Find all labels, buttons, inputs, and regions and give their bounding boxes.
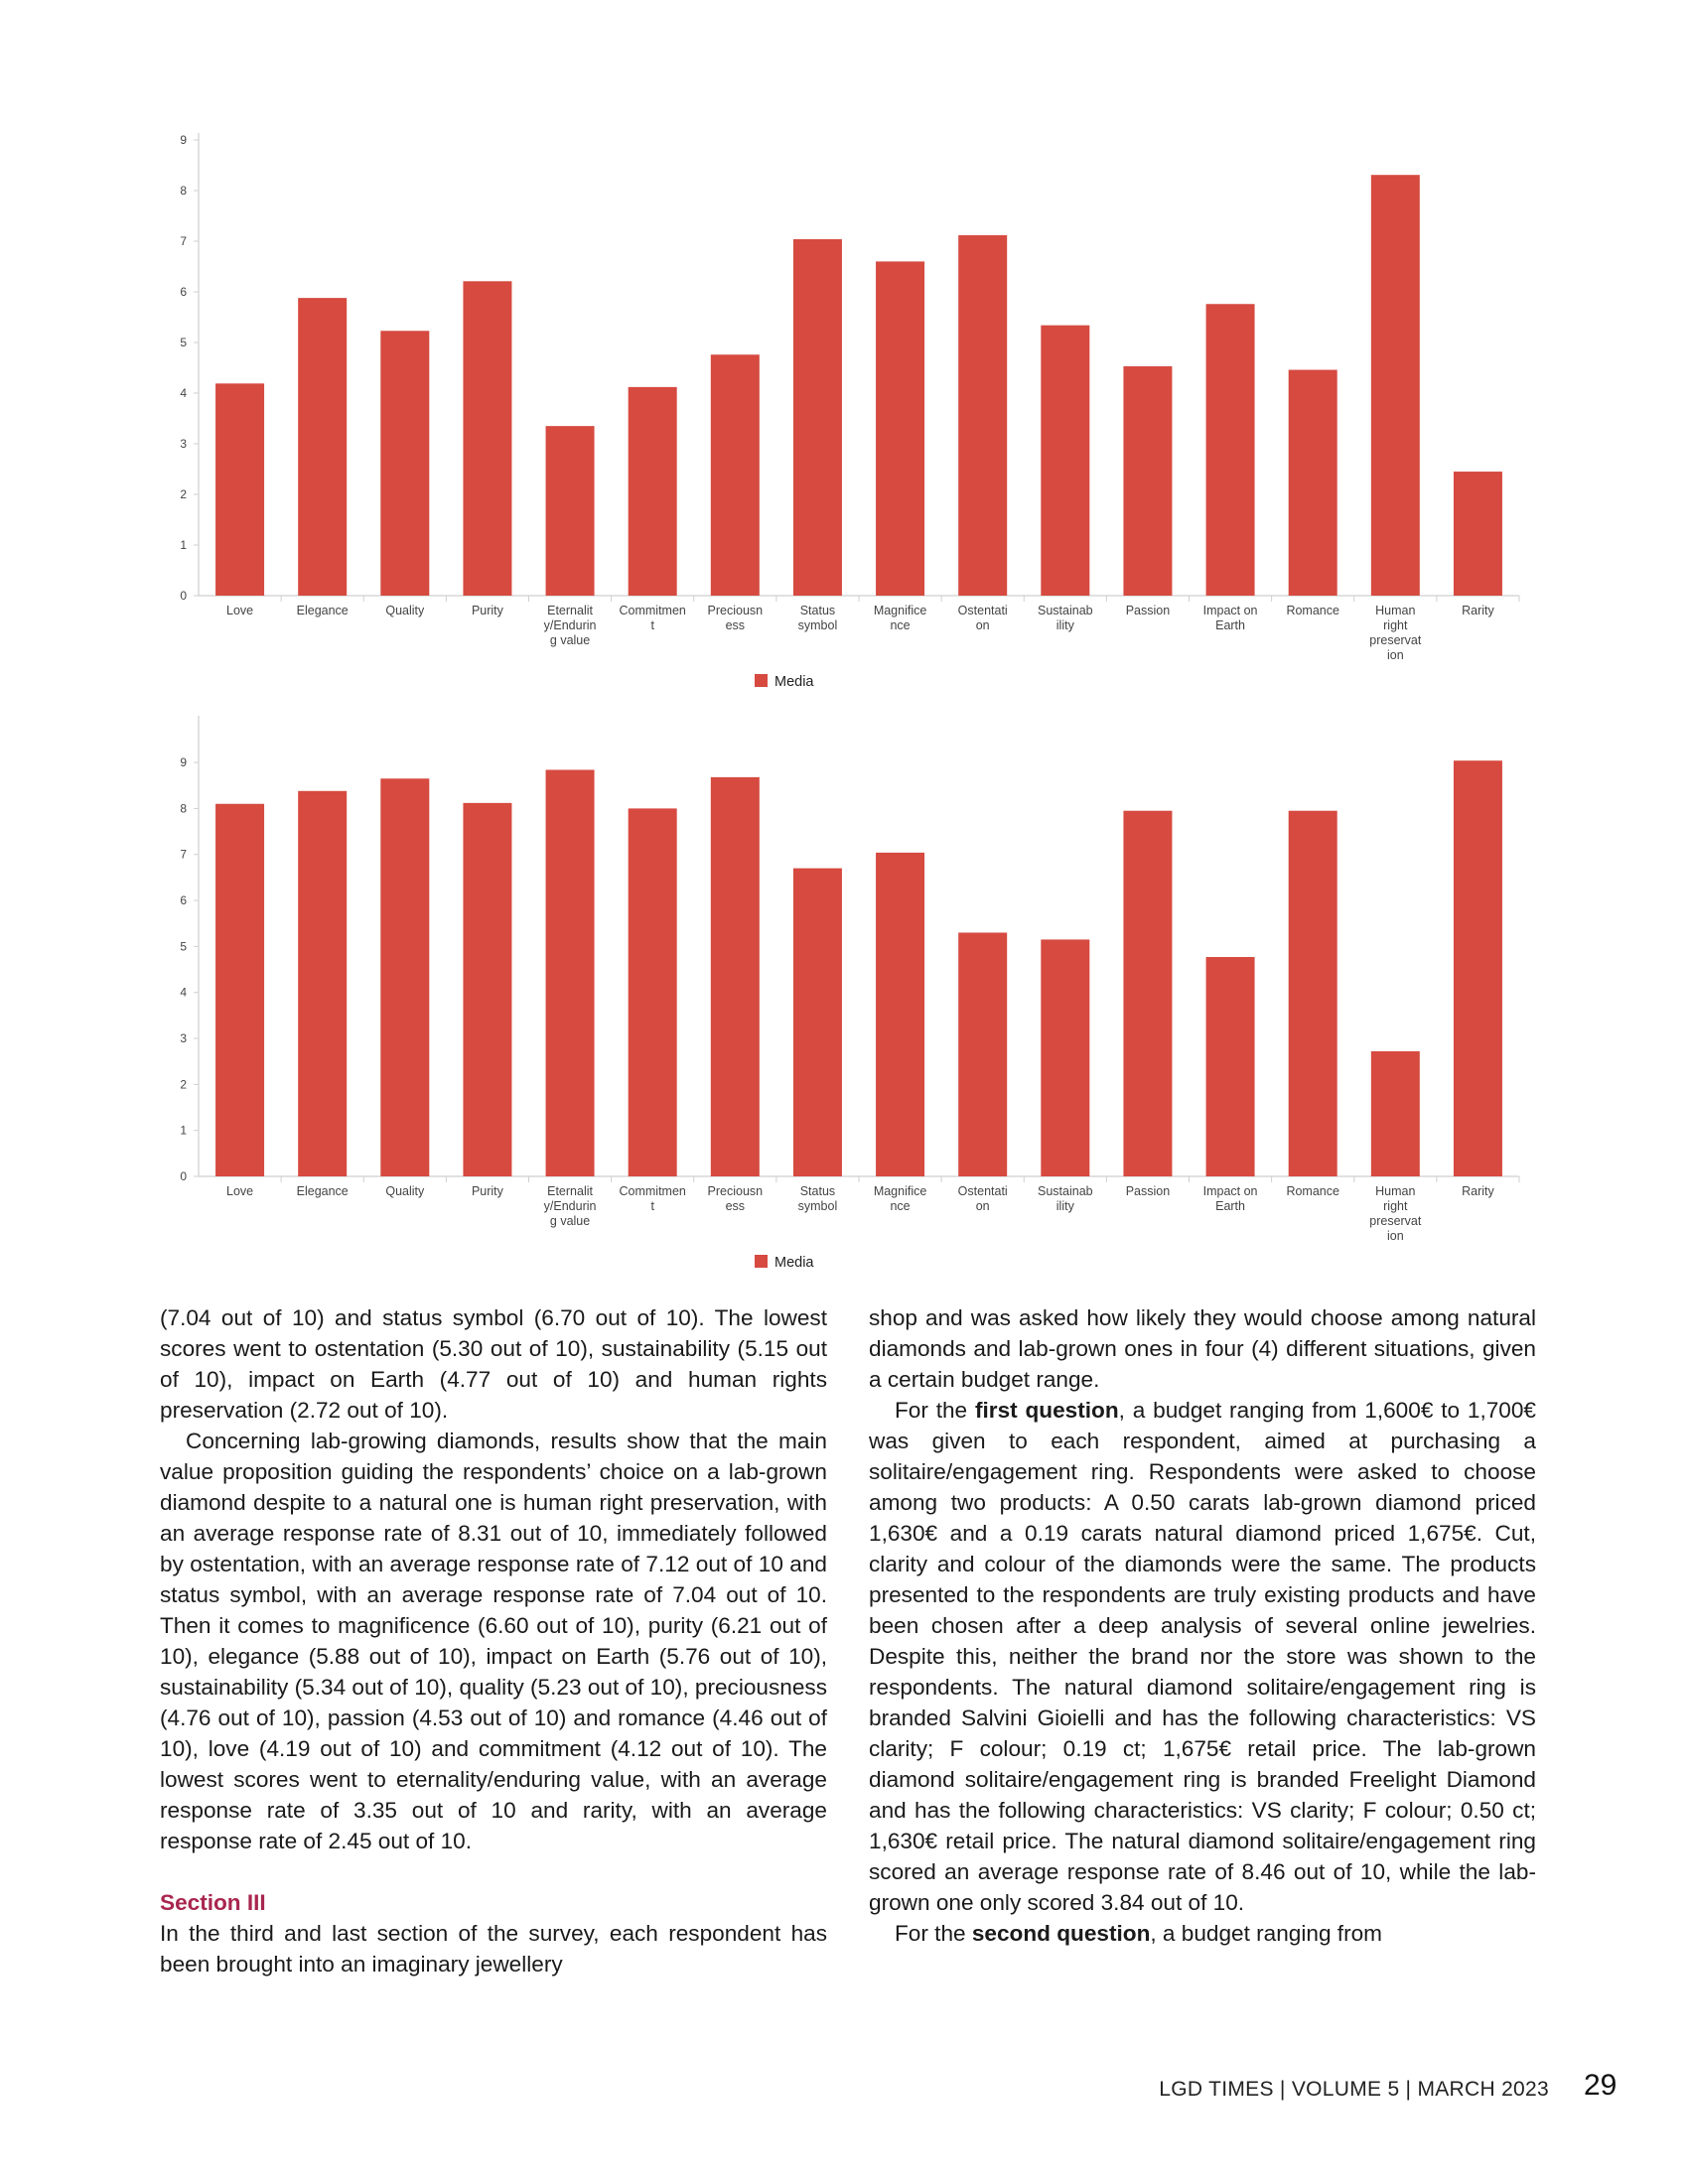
bar	[546, 426, 595, 596]
bar	[1371, 1051, 1420, 1176]
x-tick-label: Passion	[1125, 1184, 1171, 1198]
bar	[1289, 370, 1337, 596]
y-tick-label: 9	[180, 755, 187, 770]
x-tick-label: Love	[226, 1184, 254, 1198]
x-tick-label: Magnifice nce	[873, 1184, 927, 1213]
x-tick-label: Human right preservat ion	[1369, 604, 1422, 662]
text-run: For the	[895, 1921, 972, 1946]
bar	[215, 804, 264, 1176]
y-tick-label: 0	[180, 589, 187, 603]
bar	[1041, 326, 1089, 596]
y-tick-label: 7	[180, 847, 187, 862]
bar	[1123, 811, 1172, 1176]
y-tick-label: 1	[180, 1123, 187, 1138]
y-tick-label: 4	[180, 985, 187, 1000]
y-tick-label: 5	[180, 939, 187, 954]
y-tick-label: 4	[180, 386, 187, 400]
x-tick-label: Elegance	[296, 604, 349, 617]
paragraph: shop and was asked how likely they would choose among natural diamonds and lab-grown ones in four (4) different situations, given a certain budget range.	[869, 1305, 1536, 1392]
bar	[463, 281, 511, 596]
bar	[876, 853, 924, 1176]
paragraph: (7.04 out of 10) and status symbol (6.70 out of 10). The lowest scores went to ostentation (5.30 out of 10), sustainability (5.15 out of 10), impact on Earth (4.77 out of 10) and human rights preservation (2.72 out of 10).	[160, 1305, 827, 1423]
bar	[1041, 939, 1089, 1176]
y-tick-label: 2	[180, 1077, 187, 1092]
x-tick-label: Commitmen t	[619, 1184, 686, 1213]
x-tick-label: Impact on Earth	[1202, 604, 1258, 632]
bar	[380, 331, 429, 596]
bar	[1206, 957, 1255, 1176]
bar	[793, 869, 842, 1176]
legend-label: Media	[774, 674, 814, 690]
x-tick-label: Passion	[1125, 604, 1171, 617]
text-column-left	[160, 1302, 827, 1979]
bar	[1371, 175, 1420, 596]
x-tick-label: Purity	[471, 1184, 503, 1198]
paragraph: In the third and last section of the survey, each respondent has been brought into an imaginary jewellery	[160, 1921, 827, 1977]
bar-chart-top	[159, 119, 1529, 715]
y-tick-label: 6	[180, 285, 187, 299]
text-run: For the	[895, 1398, 975, 1423]
x-tick-label: Magnifice nce	[873, 604, 927, 632]
x-tick-label: Eternalit y/Endurin g value	[543, 1184, 597, 1228]
x-tick-label: Impact on Earth	[1202, 1184, 1258, 1213]
bar	[711, 354, 760, 596]
x-tick-label: Quality	[385, 604, 425, 617]
x-tick-label: Romance	[1286, 1184, 1339, 1198]
y-tick-label: 8	[180, 184, 187, 198]
x-tick-label: Romance	[1286, 604, 1339, 617]
bar	[1454, 472, 1502, 596]
bar	[958, 235, 1007, 596]
x-tick-label: Rarity	[1462, 1184, 1494, 1198]
bar	[1206, 304, 1255, 596]
bar	[711, 777, 760, 1176]
page-number: 29	[1584, 2069, 1618, 2102]
x-tick-label: Purity	[471, 604, 503, 617]
bold-text: first question	[974, 1398, 1119, 1423]
x-tick-label: Ostentati on	[957, 1184, 1008, 1213]
bar	[1289, 811, 1337, 1176]
publication-info: LGD TIMES | VOLUME 5 | MARCH 2023	[1159, 2078, 1549, 2101]
x-tick-label: Human right preservat ion	[1369, 1184, 1422, 1243]
legend-swatch	[755, 674, 768, 687]
paragraph	[869, 1395, 1536, 1918]
y-tick-label: 2	[180, 487, 187, 501]
legend-swatch	[755, 1255, 768, 1268]
x-tick-label: Status symbol	[797, 604, 838, 632]
bold-text: second question	[971, 1921, 1151, 1946]
bar	[298, 791, 347, 1176]
x-tick-label: Status symbol	[797, 1184, 838, 1213]
paragraph	[869, 1918, 1536, 1949]
y-tick-label: 5	[180, 336, 187, 349]
bar	[958, 932, 1007, 1176]
bar	[215, 383, 264, 596]
y-tick-label: 8	[180, 801, 187, 816]
text-run: , a budget ranging from 1,600€ to 1,700€ was given to each respondent, aimed at purchasing a solitaire/engagement ring. Respondents were asked to choose among two products: A 0.50 carats lab-grown diamond priced 1,630€ and a 0.19 carats natural diamond priced 1,675€. Cut, clarity and colour of the diamonds were the same. The products presented to the respondents are truly existing products and have been chosen after a deep analysis of several online jewelries. Despite this, neither the brand nor the store was shown to the respondents. The natural diamond solitaire/engagement ring is branded Salvini Gioielli and has the following characteristics: VS clarity; F colour; 0.19 ct; 1,675€ retail price. The lab-grown diamond solitaire/engagement ring is branded Freelight Diamond and has the following characteristics: VS clarity; F colour; 0.50 ct; 1,630€ retail price. The natural diamond solitaire/engagement ring scored an average response rate of 8.46 out of 10, while the lab- grown one only scored 3.84 out of 10.	[869, 1398, 1536, 1915]
paragraph: Concerning lab-growing diamonds, results show that the main value proposition guiding the respondents’ choice on a lab-grown diamond despite to a natural one is human right preservation, with an average response rate of 8.31 out of 10, immediately followed by ostentation, with an average response rate of 7.12 out of 10 and status symbol, with an average response rate of 7.04 out of 10. Then it comes to magnificence (6.60 out of 10), purity (6.21 out of 10), elegance (5.88 out of 10), impact on Earth (5.76 out of 10), sustainability (5.34 out of 10), quality (5.23 out of 10), preciousness (4.76 out of 10), passion (4.53 out of 10) and romance (4.46 out of 10), love (4.19 out of 10) and commitment (4.12 out of 10). The lowest scores went to eternality/enduring value, with an average response rate of 3.35 out of 10 and rarity, with an average response rate of 2.45 out of 10.	[160, 1429, 827, 1853]
y-tick-label: 6	[180, 893, 187, 908]
x-tick-label: Quality	[385, 1184, 425, 1198]
y-tick-label: 1	[180, 538, 187, 552]
x-tick-label: Rarity	[1462, 604, 1494, 617]
x-tick-label: Elegance	[296, 1184, 349, 1198]
y-tick-label: 3	[180, 437, 187, 451]
bar	[629, 387, 677, 596]
bar	[298, 298, 347, 596]
bar	[1123, 366, 1172, 596]
bar	[380, 778, 429, 1176]
bar	[546, 769, 595, 1176]
y-tick-label: 9	[180, 133, 187, 147]
chart-bottom	[159, 700, 1529, 1296]
x-tick-label: Commitmen t	[619, 604, 686, 632]
text-column-right	[869, 1302, 1536, 1949]
bar	[1454, 760, 1502, 1176]
legend-label: Media	[774, 1255, 814, 1271]
y-tick-label: 0	[180, 1169, 187, 1183]
section-heading: Section III	[160, 1890, 266, 1915]
bar	[463, 803, 511, 1176]
footer	[1053, 2068, 1549, 2108]
x-tick-label: Love	[226, 604, 254, 617]
x-tick-label: Ostentati on	[957, 604, 1008, 632]
text-run: , a budget ranging from	[1150, 1921, 1382, 1946]
x-tick-label: Sustainab ility	[1038, 1184, 1093, 1213]
x-tick-label: Eternalit y/Endurin g value	[543, 604, 597, 647]
bar	[876, 261, 924, 596]
x-tick-label: Preciousn ess	[707, 1184, 764, 1213]
bar	[629, 808, 677, 1176]
bar-chart-bottom	[159, 700, 1529, 1296]
x-tick-label: Sustainab ility	[1038, 604, 1093, 632]
chart-top	[159, 119, 1529, 715]
y-tick-label: 3	[180, 1031, 187, 1046]
bar	[793, 239, 842, 596]
x-tick-label: Preciousn ess	[707, 604, 764, 632]
y-tick-label: 7	[180, 234, 187, 248]
